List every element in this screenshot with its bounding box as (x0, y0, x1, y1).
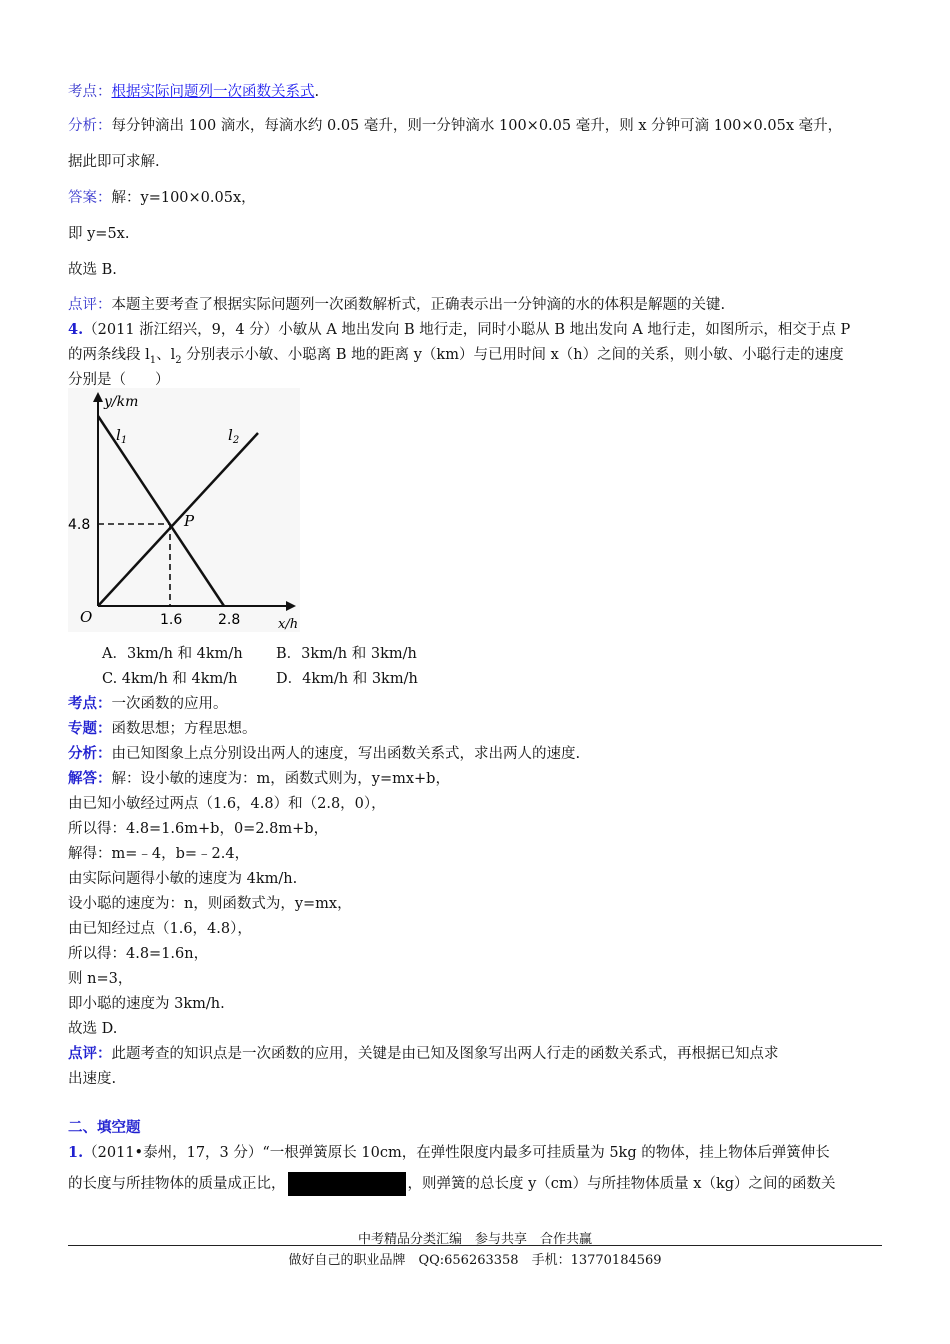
q4-line2 (68, 343, 844, 366)
footer-line2: 做好自己的职业品牌 QQ:656263358 手机：13770184569 (288, 1253, 662, 1268)
solution-step: 由已知经过点（1.6，4.8）， (68, 921, 252, 937)
solution-step: 设小聪的速度为：n，则函数式为，y=mx， (68, 896, 352, 912)
s2-q1-text: ，则弹簧的总长度 y（cm）与所挂物体质量 x（kg）之间的函数关 (407, 1176, 836, 1192)
prev-daan (68, 186, 256, 207)
zhuanti-label: 专题： (68, 720, 112, 737)
sol4-dianping-cont: 出速度. (68, 1071, 117, 1087)
kaodian-label: 考点： (68, 84, 112, 100)
choice-a[interactable]: A．3km/h 和 4km/h (102, 646, 243, 662)
choice-d[interactable]: D．4km/h 和 3km/h (276, 671, 418, 687)
kaodian-link[interactable]: 根据实际问题列一次函数关系式 (111, 84, 315, 100)
prev-guxuan: 故选 B. (68, 262, 117, 278)
solution-step: 所以得：4.8=1.6m+b，0=2.8m+b， (68, 821, 329, 837)
dianping-label: 点评： (68, 297, 112, 313)
choice-c[interactable]: C. 4km/h 和 4km/h (102, 671, 238, 687)
prev-ji: 即 y=5x. (68, 226, 130, 242)
section-title: 二、填空题 (68, 1119, 141, 1136)
jieda-label: 解答： (68, 770, 112, 787)
fenxi-label: 分析： (68, 745, 112, 762)
sol4-jieda (68, 767, 450, 788)
x-axis-label: x/h (278, 617, 299, 632)
prev-fenxi-cont: 据此即可求解. (68, 154, 160, 170)
fenxi-label: 分析： (68, 118, 112, 134)
solution-step: 则 n=3， (68, 971, 133, 987)
dianping-text: 本题主要考查了根据实际问题列一次函数解析式，正确表示出一分钟滴的水的体积是解题的关键. (111, 297, 726, 313)
dianping-text: 此题考查的知识点是一次函数的应用，关键是由已知及图象写出两人行走的函数关系式，再根据已知点求 (111, 1046, 779, 1062)
y-axis-label: y/km (104, 394, 139, 410)
point-p-label: P (184, 512, 195, 530)
y-tick-4.8: 4.8 (68, 517, 91, 533)
origin-label: O (80, 608, 93, 626)
s2-q1-number: 1. (68, 1144, 84, 1161)
solution-step: 即小聪的速度为 3km/h. (68, 996, 225, 1012)
period: . (314, 84, 320, 100)
s2-q1-line2 (68, 1172, 836, 1196)
subscript: 2 (175, 354, 182, 366)
choice-b[interactable]: B．3km/h 和 3km/h (276, 646, 417, 662)
kaodian-text: 一次函数的应用。 (111, 696, 228, 712)
q4-line3: 分别是（ ） (68, 372, 170, 388)
prev-fenxi (68, 114, 842, 135)
q4-text: （2011 浙江绍兴，9，4 分）小敏从 A 地出发向 B 地行走，同时小聪从 B 地出发向 A 地行走，如图所示，相交于点 P (83, 322, 851, 338)
sol4-dianping (68, 1042, 779, 1063)
q4-text-part: 的两条线段 l (68, 347, 150, 363)
redacted-block (288, 1172, 406, 1196)
subscript: 1 (149, 354, 157, 366)
q4-line1 (68, 318, 850, 339)
daan-text: 解：y=100×0.05x， (111, 190, 256, 206)
solution-step: 解得：m=﹣4，b=﹣2.4， (68, 846, 250, 862)
footer-divider (68, 1245, 882, 1246)
l2-label: $l_2$ (228, 426, 240, 446)
prev-kaodian (68, 80, 319, 101)
zhuanti-text: 函数思想；方程思想。 (111, 721, 257, 737)
fenxi-text: 每分钟滴出 100 滴水，每滴水约 0.05 毫升，则一分钟滴水 100×0.05 毫升，则 x 分钟可滴 100×0.05x 毫升， (111, 118, 843, 134)
prev-dianping (68, 293, 725, 314)
q4-number: 4. (68, 321, 84, 338)
jieda-text: 解：设小敏的速度为：m，函数式则为，y=mx+b， (111, 771, 450, 787)
sol4-fenxi (68, 742, 580, 763)
distance-time-graph (68, 388, 308, 632)
footer-line1: 中考精品分类汇编 参与共享 合作共赢 (357, 1232, 592, 1247)
x-tick-2.8: 2.8 (218, 612, 241, 628)
sol4-kaodian (68, 692, 228, 713)
q4-text-part: 分别表示小敏、小聪离 B 地的距离 y（km）与已用时间 x（h）之间的关系，则小敏、小聪行走的速度 (181, 347, 844, 363)
s2-q1-text: （2011•泰州，17，3 分）“一根弹簧原长 10cm，在弹性限度内最多可挂质量为 5kg 的物体，挂上物体后弹簧伸长 (83, 1145, 830, 1161)
daan-label: 答案： (68, 190, 112, 206)
solution-step: 由实际问题得小敏的速度为 4km/h. (68, 871, 298, 887)
s2-q1-line1 (68, 1141, 830, 1162)
solution-step: 由已知小敏经过两点（1.6，4.8）和（2.8，0）， (68, 796, 386, 812)
fenxi-text: 由已知图象上点分别设出两人的速度，写出函数关系式，求出两人的速度. (111, 746, 581, 762)
q4-text-part: 、l (156, 347, 176, 363)
dianping-label: 点评： (68, 1045, 112, 1062)
l1-label: $l_1$ (116, 426, 128, 446)
solution-step: 所以得：4.8=1.6n， (68, 946, 209, 962)
s2-q1-text: 的长度与所挂物体的质量成正比， (68, 1176, 286, 1192)
solution-step: 故选 D. (68, 1021, 118, 1037)
kaodian-label: 考点： (68, 695, 112, 712)
x-tick-1.6: 1.6 (160, 612, 183, 628)
sol4-zhuanti (68, 717, 257, 738)
